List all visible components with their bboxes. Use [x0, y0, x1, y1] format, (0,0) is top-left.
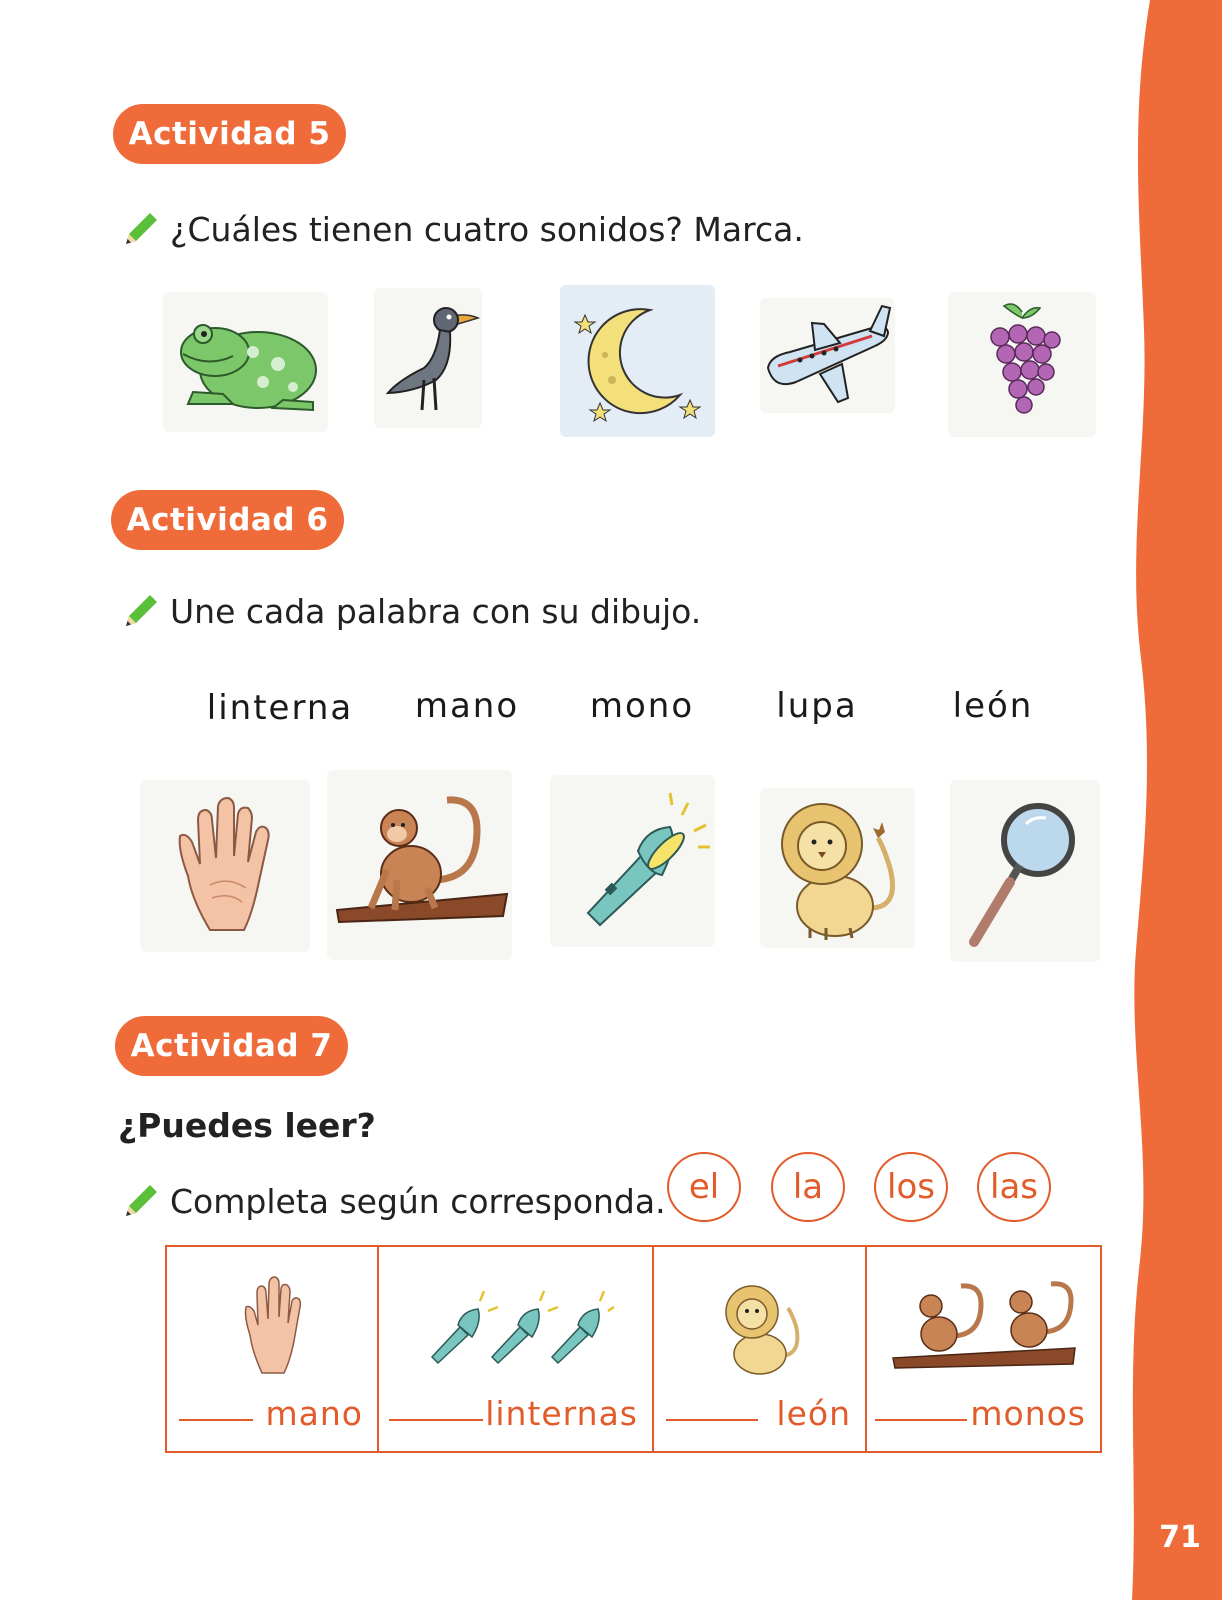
instruction-text: ¿Cuáles tienen cuatro sonidos? Marca. — [170, 209, 804, 249]
actividad-7-badge: Actividad 7 — [115, 1016, 348, 1076]
cell-word-monos: monos — [970, 1394, 1086, 1433]
actividad-5-instruction — [120, 208, 804, 250]
airplane-icon — [760, 298, 895, 413]
instruction-text: Une cada palabra con su dibujo. — [170, 591, 702, 631]
word-mano[interactable]: mano — [414, 686, 520, 726]
cell-word-mano: mano — [265, 1394, 363, 1433]
word-mono[interactable]: mono — [589, 686, 695, 726]
bird-icon — [374, 288, 482, 428]
pencil-icon — [120, 590, 162, 632]
cell-word-linternas: linternas — [485, 1394, 638, 1433]
actividad-6-instruction — [120, 590, 701, 632]
word-linterna[interactable]: linterna — [206, 688, 354, 728]
hand-picture[interactable] — [140, 780, 310, 952]
grapes-picture[interactable] — [948, 292, 1096, 437]
moon-picture[interactable] — [560, 285, 715, 437]
article-los[interactable]: los — [874, 1152, 948, 1222]
airplane-picture[interactable] — [760, 298, 895, 413]
flashlight-picture[interactable] — [550, 775, 715, 947]
blank-line[interactable] — [179, 1419, 253, 1421]
article-la[interactable]: la — [771, 1152, 845, 1222]
question-heading: ¿Puedes leer? — [118, 1106, 376, 1145]
lion-picture[interactable] — [760, 788, 915, 948]
side-band — [1130, 0, 1222, 1600]
frog-icon — [163, 292, 328, 432]
flashlights-icon — [416, 1265, 616, 1385]
word-lupa[interactable]: lupa — [776, 686, 858, 726]
monkeys-icon — [889, 1265, 1079, 1385]
lion-icon — [760, 788, 915, 948]
actividad-6-badge: Actividad 6 — [111, 490, 344, 550]
bird-picture[interactable] — [374, 288, 482, 428]
moon-icon — [560, 285, 715, 437]
table-cell-linternas — [379, 1247, 654, 1451]
actividad-5-badge: Actividad 5 — [113, 104, 346, 164]
magnifying-glass-picture[interactable] — [950, 780, 1100, 962]
completion-table — [165, 1245, 1102, 1453]
table-cell-leon — [654, 1247, 867, 1451]
blank-line[interactable] — [666, 1419, 758, 1421]
pencil-icon — [120, 208, 162, 250]
flashlight-icon — [550, 775, 715, 947]
article-el[interactable]: el — [667, 1152, 741, 1222]
actividad-7-instruction — [120, 1180, 666, 1222]
blank-line[interactable] — [389, 1419, 483, 1421]
monkey-icon — [327, 770, 512, 960]
instruction-text: Completa según corresponda. — [170, 1181, 666, 1221]
article-las[interactable]: las — [977, 1152, 1051, 1222]
frog-picture[interactable] — [163, 292, 328, 432]
table-cell-monos — [867, 1247, 1100, 1451]
cell-word-leon: león — [776, 1394, 851, 1433]
grapes-icon — [948, 292, 1096, 437]
page-number: 71 — [1159, 1520, 1201, 1555]
monkey-picture[interactable] — [327, 770, 512, 960]
lion-icon — [710, 1265, 810, 1385]
hand-icon — [140, 780, 310, 952]
pencil-icon — [120, 1180, 162, 1222]
blank-line[interactable] — [875, 1419, 967, 1421]
word-leon[interactable]: león — [952, 686, 1034, 726]
hand-icon — [222, 1265, 322, 1385]
table-cell-mano — [167, 1247, 379, 1451]
magnifying-glass-icon — [950, 780, 1100, 962]
